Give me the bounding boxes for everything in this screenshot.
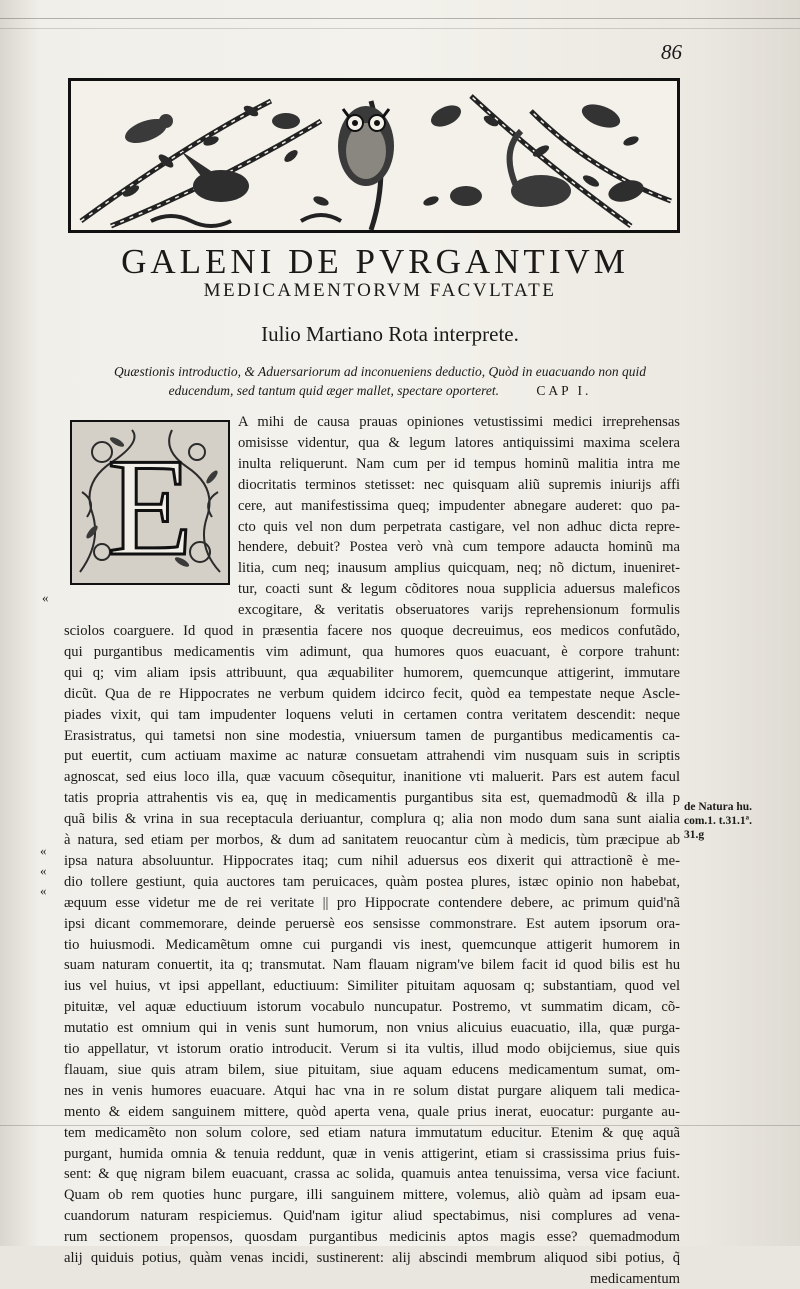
body-line: purgant, humida omnia & tenuia reddunt, quæ in venis attigerint, etiam si crassissima prius fuis- — [64, 1145, 680, 1162]
main-title: GALENI DE PVRGANTIVM — [121, 242, 629, 281]
body-line: ipsa natura absoluuntur. Hippocrates itaq; cum nihil aduersus eos dixerit qui attractionẽ è me- — [64, 852, 680, 869]
body-line: suam naturam conuertit, ita q; transmutat. Nam flauam nigram've bilem facit id quod bilis est hu — [64, 957, 680, 974]
subtitle: MEDICAMENTORVM FACVLTATE — [203, 280, 557, 301]
birds-owl-vine-woodcut-icon — [71, 81, 677, 230]
chapter-label: CAP I. — [536, 383, 592, 398]
chapter-summary — [100, 362, 660, 400]
margin-marker: « — [40, 883, 47, 898]
body-line: Erasistratus, qui tametsi non sine modestia, vniuersum tamen de purgantibus medicamentis ca- — [64, 727, 680, 744]
body-line: dicũt. Qua de re Hippocrates ne verbum quidem idcirco fecit, quòd ea tempestate neque Ascle- — [64, 685, 680, 702]
body-line: excogitare, & veritatis obseruatores varijs reprehensionum formulis — [238, 602, 680, 619]
summary-line — [100, 381, 660, 400]
body-line: tio huiusmodi. Medicamẽtum omne cui purgandi vis inest, quemcunque attigerit humorem in — [64, 936, 680, 953]
body-line: nes in venis humores euacuare. Atqui hac vna in re solum distat purgare aliquem tali medica- — [64, 1082, 680, 1099]
body-line: sent: & quę nigram bilem euacuant, crassa ac solida, quamuis antea tenuissima, versa vice faciunt. — [64, 1166, 680, 1183]
body-line: ipsi dicant commemorare, deinde peruersè eos sensisse commonstrare. Est autem ipsorum ora- — [64, 915, 680, 932]
show-through-line — [0, 18, 800, 19]
page-number: 86 — [661, 40, 682, 64]
margin-marker: « — [42, 590, 49, 605]
body-line: à natura, sed etiam per morbos, & dum ad sanitatem reuocantur cùm à medicis, tùm præcipue ab — [64, 832, 680, 848]
summary-line-text: educendum, sed tantum quid æger mallet, spectare oporteret. — [168, 383, 500, 398]
show-through-line — [0, 28, 800, 29]
body-line: Quam ob rem quoties hunc purgare, illi sanguinem mittere, volemus, aliò quàm ad ipsam eua- — [64, 1187, 680, 1204]
interpreter-line: Iulio Martiano Rota interprete. — [261, 322, 519, 346]
body-line: piades vixit, qui tam impudenter loquens veluti in certamen contra veritatem descendit: neque — [64, 706, 680, 723]
body-line: dio tollere gestiunt, quia auctores tam peruicaces, quàm postea plures, istæc opinio non habebat, — [64, 873, 680, 890]
body-line: cuandorum naturam respiciemus. Quid'nam igitur aliud spectabimus, nisi complures ad vena- — [64, 1208, 680, 1225]
margin-marker: « — [40, 863, 47, 878]
body-line: cto quis vel non dum perpetrata castigare, vel non adhuc dicta repre- — [238, 518, 680, 535]
body-line: litia, cum neq; inausum amplius quicquam, neq; nõ dictum, inueniret- — [238, 560, 680, 577]
body-line: mento & eidem sanguinem mittere, quòd aperta vena, quale prius inerat, euocatur: purgante au- — [64, 1103, 680, 1120]
body-line: quã bilis & vrina in sua receptacula deriuantur, complura q; alia non modo dum sana sunt aialia — [64, 811, 680, 828]
body-line: tatis propria attrahentis vis ea, quę in medicamentis purgantibus sita est, quemadmodũ & illa p — [64, 790, 680, 807]
body-line: tio appellatur, vt istorum oratio introducit. Verum si ita vultis, illud modo obijciemus, siue quis — [64, 1041, 680, 1057]
body-line: A mihi de causa prauas opiniones vetustissimi medici irreprehensas — [238, 414, 680, 430]
body-line: agnoscat, sed eius loco illa, quæ vacuum cõsequitur, inanitione vti maluerit. Pars est autem facul — [64, 769, 680, 786]
margin-reference — [684, 800, 796, 842]
body-line: hendere, debuit? Postea verò vnà cum tempore adaucta hominũ ma — [238, 539, 680, 556]
body-line: alij quiduis potius, quàm venas incidi, sustinerent: alij abscindi membrum aliquod sibi potius, q̃ — [64, 1250, 680, 1266]
margin-marker: « — [40, 843, 47, 858]
body-line: mutatio est omnium qui in venis sunt humorum, non vnius alicuius euacuatio, illa, quæ purga- — [64, 1020, 680, 1037]
body-line: omisisse videntur, qua & legum latores antiquissimi maxima scelera — [238, 434, 680, 451]
decorated-initial — [70, 420, 230, 585]
margin-reference-line: de Natura hu. — [684, 801, 753, 813]
body-line: inulta reliquerunt. Nam cum per id tempus hominũ malitia intra me — [238, 455, 680, 472]
body-line: tur, coacti sunt & legum cõditores noua supplicia aduersus maleficos — [238, 581, 680, 598]
margin-reference-line: com.1. t.31.1ª. — [684, 815, 752, 827]
body-line: sciolos coarguere. Id quod in præsentia facere nos quoque decreuimus, eos medicos confutãdo, — [64, 623, 680, 639]
body-line: rum sectionem propensos, quosdam purgantibus medicinis aptos magis esse? quemadmodum — [64, 1229, 680, 1246]
body-line: æquum esse videtur me de rei veritate || pro Hippocrate contendere debere, ac primum quid'nã — [64, 894, 680, 911]
body-line: diocritatis terminos stetisset: nec quisquam aliũ supremis iniurijs affi — [238, 476, 680, 493]
body-line: put euertit, cum actiuam maxime ac naturæ consuetam attrahendi vim nusquam suis in scriptis — [64, 748, 680, 765]
initial-letter: E — [107, 430, 193, 583]
body-line: ius vel huius, vt ipsi appellant, eductiuum: Similiter pituitam aquosam q; substantiam, quod vel — [64, 978, 680, 995]
woodcut-banner — [68, 78, 680, 233]
body-line: pituitæ, vel aquæ eductiuum istorum vocabulo nuncupatur. Postremo, vt summatim dicam, cõ- — [64, 999, 680, 1016]
body-line: qui purgantibus medicamentis vim adimunt, qua humores quos euacuant, è corpore trahunt: — [64, 643, 680, 660]
body-line: cere, aut manifestissima queq; impudenter abnegare auderet: quo pa- — [238, 497, 680, 514]
summary-line: Quæstionis introductio, & Aduersariorum ad inconueniens deductio, Quòd in euacuando non quid — [113, 364, 647, 379]
body-line: qui q; vim aliam ipsis attribuunt, qua æquabiliter humorem, quemcunque attigerint, immutare — [64, 664, 680, 681]
body-line: medicamentum — [590, 1270, 680, 1287]
body-line: tem medicamẽto non solum colore, sed etiam natura immutatum educitur. Etenim & quę aquã — [64, 1124, 680, 1141]
floral-initial-e-icon — [72, 422, 228, 583]
margin-reference-line: 31.g — [684, 829, 705, 841]
body-line: flauam, siue quis atram bilem, siue pituitam, siue aquam educens medicamentum sumat, om- — [64, 1061, 680, 1078]
